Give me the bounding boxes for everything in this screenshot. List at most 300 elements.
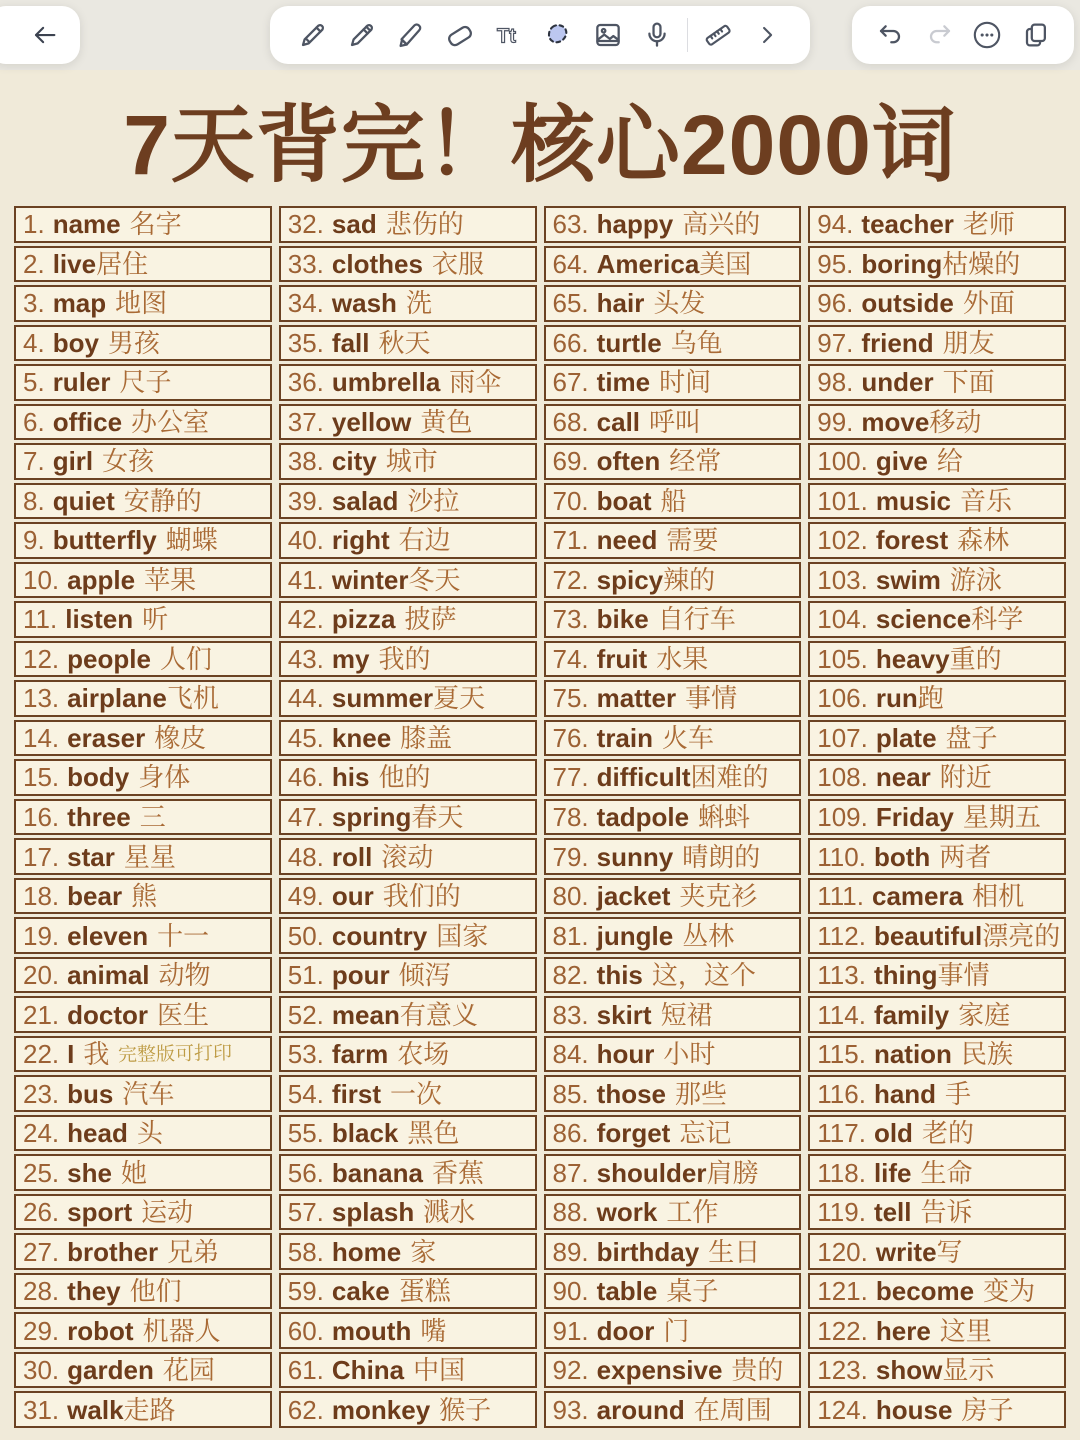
word-number: 42. [287,604,324,635]
word-number: 46. [287,762,324,793]
actions-island [852,6,1074,64]
word-cell [14,799,272,836]
word-chinese: 那些 [675,1078,728,1109]
lasso-icon [541,18,575,52]
word-english: wash [331,288,397,319]
word-chinese: 倾泻 [398,960,451,991]
word-number: 55. [287,1118,324,1149]
word-english: difficult [596,762,691,793]
word-english: thing [873,960,938,991]
word-cell [14,720,272,757]
word-english: city [331,446,377,477]
word-english: table [596,1276,658,1307]
word-number: 49. [287,881,324,912]
word-english: garden [67,1355,154,1386]
word-english: eleven [67,920,149,951]
word-number: 77. [552,762,589,793]
word-cell [808,838,1066,875]
word-english: jacket [596,881,671,912]
word-cell [14,878,272,915]
image-icon [592,19,624,51]
word-english: forest [875,525,949,556]
word-cell [544,364,802,401]
word-chinese: 经常 [669,446,722,477]
word-chinese: 夹克衫 [679,881,758,912]
word-number: 124. [817,1394,868,1425]
word-number: 100. [817,446,868,477]
watermark-note: 完整版可打印 [118,1042,233,1066]
word-english: life [873,1157,912,1188]
word-english: live [52,248,97,279]
word-number: 79. [552,841,589,872]
word-number: 11. [23,604,58,635]
word-chinese: 安静的 [123,485,202,516]
word-english: house [875,1394,953,1425]
word-cell [544,680,802,717]
word-number: 75. [552,683,589,714]
word-number: 47. [287,801,324,832]
lasso-tool-button[interactable] [539,13,577,57]
word-chinese: 城市 [385,446,438,477]
word-cell [544,1312,802,1349]
pen-tool-button[interactable] [294,13,332,57]
word-cell [14,759,272,796]
word-chinese: 我的 [378,643,431,674]
word-chinese: 肩膀 [706,1157,759,1188]
word-cell [14,996,272,1033]
word-cell [279,404,537,441]
word-chinese: 橡皮 [154,722,207,753]
pencil-tool-button[interactable] [343,13,381,57]
undo-icon [875,19,907,51]
word-english: birthday [596,1236,700,1267]
word-number: 33. [287,248,324,279]
word-english: camera [872,881,964,912]
word-cell [808,1194,1066,1231]
word-english: old [873,1118,913,1149]
word-chinese: 变为 [983,1276,1036,1307]
word-english: hand [873,1078,937,1109]
word-english: bike [596,604,649,635]
word-chinese: 黄色 [420,406,473,437]
word-cell [808,720,1066,757]
word-english: heavy [875,643,950,674]
word-cell [808,285,1066,322]
word-chinese: 漂亮的 [982,920,1061,951]
word-number: 121. [817,1276,868,1307]
word-english: pizza [331,604,396,635]
word-cell [544,246,802,283]
word-cell [279,720,537,757]
word-cell [808,1075,1066,1112]
word-english: boring [861,248,943,279]
word-cell [14,522,272,559]
word-chinese: 汽车 [122,1078,175,1109]
word-cell [279,562,537,599]
word-english: home [331,1236,402,1267]
word-english: friend [861,327,934,358]
word-chinese: 呼叫 [649,406,702,437]
word-chinese: 国家 [436,920,489,951]
word-english: train [596,722,653,753]
word-number: 108. [817,762,868,793]
word-chinese: 生命 [920,1157,973,1188]
word-english: name [52,209,121,240]
word-number: 29. [23,1315,60,1346]
word-number: 68. [552,406,589,437]
word-cell [544,878,802,915]
word-english: fruit [596,643,648,674]
word-number: 58. [287,1236,324,1267]
word-number: 61. [287,1355,324,1386]
word-cell [14,601,272,638]
word-cell [808,562,1066,599]
word-cell [279,1036,537,1073]
word-cell [808,1352,1066,1389]
word-chinese: 下面 [942,367,995,398]
word-number: 9. [23,525,45,556]
word-english: bear [67,881,123,912]
word-chinese: 盘子 [945,722,998,753]
word-english: pour [331,960,390,991]
word-chinese: 桌子 [666,1276,719,1307]
word-english: banana [331,1157,423,1188]
word-english: roll [331,841,373,872]
word-number: 107. [817,722,868,753]
word-chinese: 需要 [666,525,719,556]
word-chinese: 溅水 [423,1197,476,1228]
word-cell [544,957,802,994]
word-english: sad [331,209,377,240]
word-cell [14,1273,272,1310]
word-chinese: 洗 [405,288,432,319]
word-english: write [875,1236,937,1267]
word-cell [279,601,537,638]
word-number: 109. [817,801,868,832]
word-cell [808,1115,1066,1152]
word-cell [14,1233,272,1270]
word-cell [14,641,272,678]
word-chinese: 事情 [685,683,738,714]
word-number: 62. [287,1394,324,1425]
word-english: she [67,1157,112,1188]
word-number: 51. [287,960,324,991]
word-chinese: 相机 [972,881,1025,912]
word-cell [279,996,537,1033]
word-number: 71. [552,525,589,556]
back-button[interactable] [26,13,64,57]
word-english: boy [52,327,99,358]
vocab-column [279,206,537,1428]
word-english: star [67,841,115,872]
word-english: walk [67,1394,124,1425]
word-chinese: 女孩 [102,446,155,477]
word-english: shoulder [596,1157,707,1188]
highlighter-icon [395,19,427,51]
word-number: 66. [552,327,589,358]
pages-button[interactable] [1016,13,1054,57]
word-number: 60. [287,1315,324,1346]
word-cell [279,957,537,994]
word-cell [14,957,272,994]
word-number: 20. [23,960,60,991]
word-chinese: 显示 [942,1355,995,1386]
word-chinese: 走路 [123,1394,176,1425]
word-number: 4. [23,327,45,358]
word-chinese: 花园 [162,1355,215,1386]
word-chinese: 贵的 [731,1355,784,1386]
word-number: 102. [817,525,868,556]
word-number: 101. [817,485,868,516]
word-cell [14,838,272,875]
word-english: winter [331,564,409,595]
word-cell [544,1233,802,1270]
word-chinese: 跑 [917,683,944,714]
word-chinese: 兄弟 [167,1236,220,1267]
word-english: monkey [331,1394,431,1425]
word-number: 110. [817,841,866,872]
word-cell [279,1233,537,1270]
microphone-tool-button[interactable] [638,13,676,57]
more-tools-chevron-icon [753,21,781,49]
word-chinese: 一次 [390,1078,443,1109]
word-chinese: 右边 [398,525,451,556]
word-number: 26. [23,1197,60,1228]
word-english: tell [873,1197,912,1228]
word-number: 59. [287,1276,324,1307]
word-chinese: 游泳 [949,564,1002,595]
word-cell [14,1036,272,1073]
word-chinese: 森林 [957,525,1010,556]
word-chinese: 熊 [131,881,158,912]
word-number: 118. [817,1157,866,1188]
word-number: 115. [817,1039,866,1070]
word-english: mouth [331,1315,412,1346]
word-english: Friday [875,801,954,832]
word-english: animal [67,960,150,991]
word-cell [279,1273,537,1310]
word-english: America [596,248,700,279]
word-number: 13. [23,683,60,714]
vocab-column [544,206,802,1428]
word-number: 81. [552,920,589,951]
word-cell [279,246,537,283]
word-number: 28. [23,1276,60,1307]
word-number: 3. [23,288,45,319]
vocab-table [14,206,1066,1428]
word-english: office [52,406,123,437]
word-english: under [861,367,934,398]
word-chinese: 时间 [659,367,712,398]
word-english: people [67,643,151,674]
word-english: sunny [596,841,674,872]
word-english: work [596,1197,658,1228]
word-number: 30. [23,1355,60,1386]
word-english: listen [65,604,134,635]
word-number: 15. [23,762,60,793]
word-english: head [67,1118,128,1149]
word-chinese: 蝴蝶 [165,525,218,556]
word-english: around [596,1394,685,1425]
word-chinese: 写 [936,1236,963,1267]
word-number: 52. [287,999,324,1030]
page-title: 7天背完！核心2000词 [123,98,957,192]
word-number: 39. [287,485,324,516]
word-chinese: 动物 [158,960,211,991]
eraser-tool-button[interactable] [441,13,479,57]
word-number: 69. [552,446,589,477]
word-cell [544,759,802,796]
word-english: first [331,1078,382,1109]
word-cell [808,641,1066,678]
eraser-icon [444,19,476,51]
word-english: body [67,762,130,793]
redo-button[interactable] [920,13,958,57]
word-cell [279,443,537,480]
word-number: 19. [23,920,60,951]
word-english: spicy [596,564,664,595]
word-english: they [67,1276,121,1307]
word-chinese: 工作 [666,1197,719,1228]
word-cell [808,364,1066,401]
word-chinese: 两者 [939,841,992,872]
word-number: 43. [287,643,324,674]
word-number: 85. [552,1078,589,1109]
word-english: sport [67,1197,133,1228]
word-chinese: 办公室 [131,406,210,437]
word-chinese: 嘴 [420,1315,447,1346]
word-cell [544,641,802,678]
word-cell [544,443,802,480]
word-chinese: 短裙 [660,999,713,1030]
word-number: 56. [287,1157,324,1188]
word-chinese: 中国 [413,1355,466,1386]
text-tool-glyph: Tt [497,25,517,48]
word-english: forget [596,1118,671,1149]
word-english: black [331,1118,399,1149]
word-chinese: 音乐 [960,485,1013,516]
word-english: expensive [596,1355,723,1386]
word-chinese: 丛林 [682,920,735,951]
word-chinese: 枯燥的 [942,248,1021,279]
word-chinese: 沙拉 [407,485,460,516]
word-chinese: 门 [663,1315,690,1346]
word-english: my [331,643,370,674]
word-english: yellow [331,406,412,437]
word-chinese: 名字 [129,209,182,240]
word-chinese: 生日 [708,1236,761,1267]
undo-button[interactable] [872,13,910,57]
word-chinese: 夏天 [433,683,486,714]
word-chinese: 蛋糕 [398,1276,451,1307]
word-english: his [331,762,370,793]
word-chinese: 头 [136,1118,163,1149]
word-cell [14,1352,272,1389]
word-chinese: 移动 [929,406,982,437]
toolbar-divider [687,18,688,52]
back-icon [30,20,60,50]
word-english: eraser [67,722,146,753]
word-cell [808,404,1066,441]
word-english: call [596,406,641,437]
vocab-column [14,206,272,1428]
word-number: 98. [817,367,854,398]
highlighter-tool-button[interactable] [392,13,430,57]
word-number: 2. [23,248,45,279]
word-cell [14,1194,272,1231]
word-cell [279,759,537,796]
word-number: 7. [23,446,45,477]
word-cell [14,206,272,243]
word-chinese: 滚动 [381,841,434,872]
pen-icon [297,19,329,51]
word-number: 114. [817,999,866,1030]
word-cell [544,562,802,599]
word-number: 99. [817,406,854,437]
word-cell [279,1352,537,1389]
word-chinese: 船 [660,485,687,516]
word-number: 94. [817,209,854,240]
more-options-icon [970,18,1004,52]
word-cell [544,404,802,441]
word-chinese: 火车 [662,722,715,753]
word-number: 38. [287,446,324,477]
word-chinese: 头发 [653,288,706,319]
word-number: 45. [287,722,324,753]
text-tool-button[interactable] [490,13,528,57]
word-chinese: 有意义 [399,999,478,1030]
word-chinese: 秋天 [378,327,431,358]
word-number: 54. [287,1078,324,1109]
word-number: 89. [552,1236,589,1267]
word-english: both [873,841,931,872]
word-cell [279,483,537,520]
word-number: 112. [817,920,866,951]
word-cell [544,838,802,875]
word-cell [14,562,272,599]
word-chinese: 冬天 [408,564,461,595]
word-number: 37. [287,406,324,437]
word-number: 1. [23,209,45,240]
word-cell [14,1154,272,1191]
word-number: 12. [23,643,60,674]
word-chinese: 水果 [656,643,709,674]
more-tools-button[interactable] [748,13,786,57]
word-cell [279,285,537,322]
word-cell [14,1115,272,1152]
word-english: salad [331,485,399,516]
word-english: those [596,1078,666,1109]
image-tool-button[interactable] [589,13,627,57]
word-number: 92. [552,1355,589,1386]
word-cell [544,522,802,559]
word-cell [808,759,1066,796]
word-english: summer [331,683,434,714]
word-chinese: 老师 [962,209,1015,240]
word-cell [14,1312,272,1349]
more-options-button[interactable] [968,13,1006,57]
word-cell [279,1115,537,1152]
word-english: umbrella [331,367,441,398]
word-number: 83. [552,999,589,1030]
word-english: teacher [861,209,954,240]
word-number: 105. [817,643,868,674]
word-chinese: 他们 [129,1276,182,1307]
word-english: splash [331,1197,415,1228]
ruler-tool-button[interactable] [699,13,737,57]
word-chinese: 乌龟 [670,327,723,358]
word-chinese: 忘记 [679,1118,732,1149]
